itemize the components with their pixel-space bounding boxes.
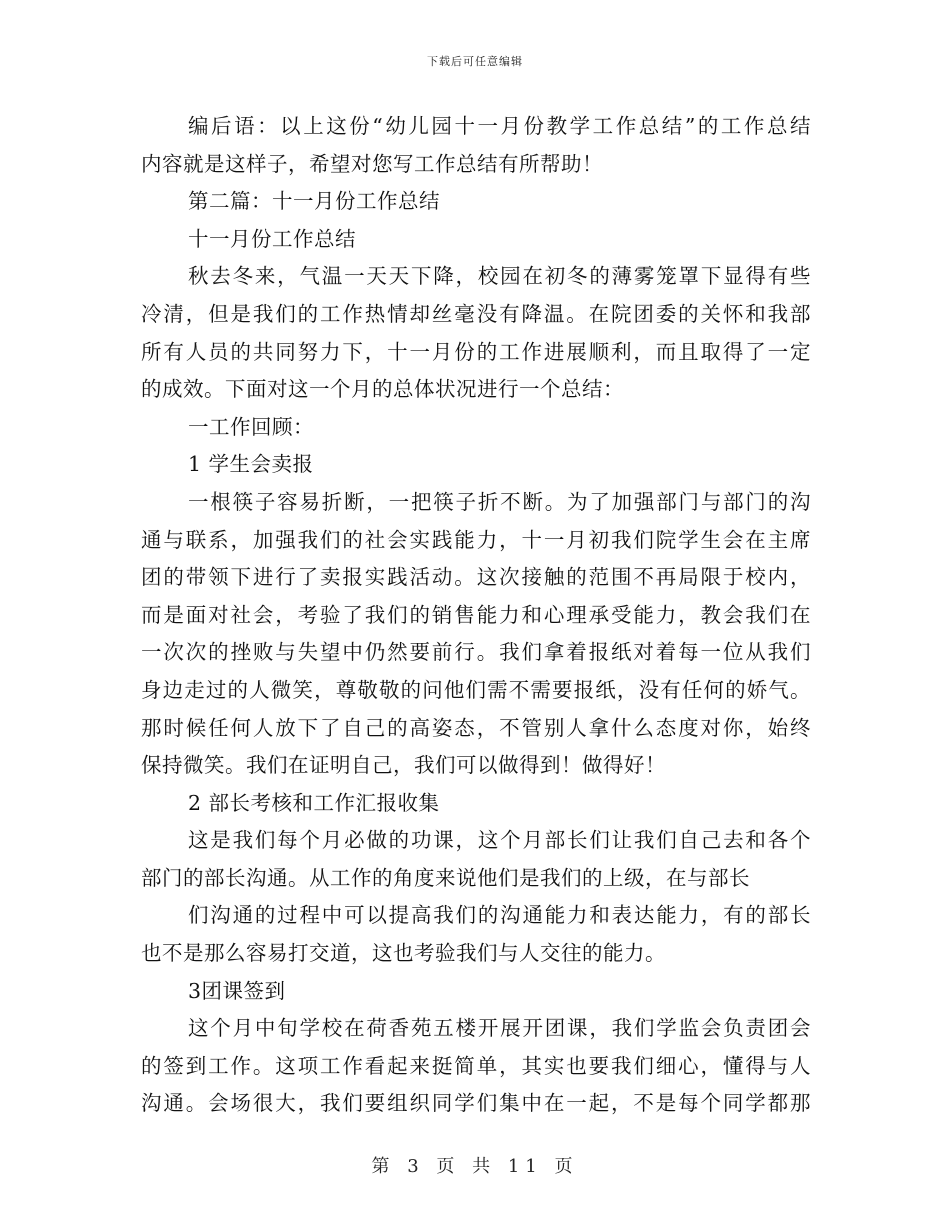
subheading-review: 一工作回顾：	[188, 414, 314, 439]
paragraph-line-21: 部门的部长沟通。从工作的角度来说他们是我们的上级，在与部长	[141, 865, 750, 890]
paragraph-line-16: 身边走过的人微笑，尊敬敬的问他们需不需要报纸，没有任何的娇气。	[141, 677, 811, 702]
paragraph-line-17: 那时候任何人放下了自己的高姿态，不管别人拿什么态度对你，始终	[141, 715, 811, 740]
paragraph-line-8: 的成效。下面对这一个月的总体状况进行一个总结：	[141, 377, 624, 402]
paragraph-line-13: 团的带领下进行了卖报实践活动。这次接触的范围不再局限于校内，	[141, 565, 811, 590]
paragraph-line-22: 们沟通的过程中可以提高我们的沟通能力和表达能力，有的部长	[188, 903, 811, 928]
paragraph-line-12: 通与联系，加强我们的社会实践能力，十一月初我们院学生会在主席	[141, 527, 811, 552]
paragraph-line-23: 也不是那么容易打交道，这也考验我们与人交往的能力。	[141, 941, 666, 966]
paragraph-line-11: 一根筷子容易折断，一把筷子折不断。为了加强部门与部门的沟	[188, 489, 811, 514]
paragraph-line-6: 冷清，但是我们的工作热情却丝毫没有降温。在院团委的关怀和我部	[141, 301, 811, 326]
paragraph-line-5: 秋去冬来，气温一天天下降，校园在初冬的薄雾笼罩下显得有些	[188, 264, 811, 289]
paragraph-line-26: 的签到工作。这项工作看起来挺简单，其实也要我们细心，懂得与人	[141, 1053, 811, 1078]
section-title: 十一月份工作总结	[188, 226, 356, 251]
paragraph-line-7: 所有人员的共同努力下，十一月份的工作进展顺利，而且取得了一定	[141, 339, 811, 364]
section-heading: 第二篇：十一月份工作总结	[188, 189, 440, 214]
paragraph-line-18: 保持微笑。我们在证明自己，我们可以做得到！做得好！	[141, 753, 666, 778]
paragraph-line-14: 而是面对社会，考验了我们的销售能力和心理承受能力，教会我们在	[141, 602, 811, 627]
paragraph-line-15: 一次次的挫败与失望中仍然要前行。我们拿着报纸对着每一位从我们	[141, 640, 811, 665]
document-body	[141, 108, 811, 1123]
subheading-item-2: 2 部长考核和工作汇报收集	[188, 790, 440, 815]
paragraph-line-27: 沟通。会场很大，我们要组织同学们集中在一起，不是每个同学都那	[141, 1091, 811, 1116]
paragraph-line-2: 内容就是这样子，希望对您写工作总结有所帮助！	[141, 151, 603, 176]
subheading-item-3: 3团课签到	[188, 978, 286, 1003]
page-header: 下载后可任意编辑	[427, 55, 523, 68]
paragraph-line-1: 编后语：以上这份“幼儿园十一月份教学工作总结”的工作总结	[188, 114, 811, 138]
paragraph-line-20: 这是我们每个月必做的功课，这个月部长们让我们自己去和各个	[188, 828, 811, 853]
page-number-footer: 第 3 页 共 11 页	[371, 1156, 579, 1177]
paragraph-line-25: 这个月中旬学校在荷香苑五楼开展开团课，我们学监会负责团会	[188, 1016, 811, 1041]
subheading-item-1: 1 学生会卖报	[188, 452, 314, 477]
